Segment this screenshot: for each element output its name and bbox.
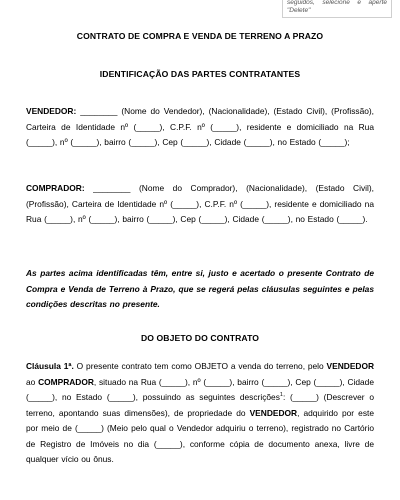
seller-text: ________ (Nome do Vendedor), (Nacionalidade), (Estado Civil), (Profissão), Carteira de Identidade nº (_____), C.P.F. nº (_____), residente e domiciliado na Rua (_____), nº (_____), bairro (_____), Cep (_____), Cidade (_____), no Estado (_____); <box>26 106 374 147</box>
buyer-paragraph <box>26 181 374 228</box>
clause-1-seller: VENDEDOR <box>326 361 375 371</box>
intro-paragraph: As partes acima identificadas têm, entre si, justo e acertado o presente Contrato de Compra e Venda de Terreno à Prazo, que se regerá pelas cláusulas seguintes e pelas condições descritas no presente. <box>26 268 374 309</box>
footnote-marker: 1 <box>279 392 283 399</box>
clause-1-buyer: COMPRADOR <box>38 376 94 387</box>
buyer-text: ________ (Nome do Comprador), (Nacionalidade), (Estado Civil), (Profissão), Carteira de Identidade nº (_____), C.P.F. nº (_____), residente e domiciliado na Rua (_____), nº (_____), bairro (_____), Cep (_____), Cidade (_____), no Estado (_____). <box>26 183 374 224</box>
instruction-note: seguidos, selecione e aperte "Delete" <box>282 0 392 18</box>
clause-1-text-3: , situado na Rua (_____), nº (_____), bairro (_____), Cep (_____), Cidade (_____), no Estado (_____), possuindo as seguintes descrições <box>26 376 374 402</box>
parties-heading: IDENTIFICAÇÃO DAS PARTES CONTRATANTES <box>99 69 301 79</box>
clause-1-text-4: : (_____) (Descrever o terreno, apontando suas dimensões), de propriedade do <box>26 392 375 418</box>
clause-1-seller-2: VENDEDOR <box>249 407 298 418</box>
clause-1-text-1: O presente contrato tem como OBJETO a venda do terreno, pelo <box>73 361 327 371</box>
clause-1-text-5: , adquirido por este por meio de (_____) (Meio pelo qual o Vendedor adquiriu o terreno), registrado no Cartório de Registro de Imóveis no dia (_____), conforme cópia de documento anexa, livre de qualquer vício ou ônus. <box>26 407 374 464</box>
seller-label: VENDEDOR: <box>26 106 77 116</box>
seller-paragraph <box>26 104 374 151</box>
buyer-label: COMPRADOR: <box>26 183 85 193</box>
object-heading: DO OBJETO DO CONTRATO <box>140 333 260 343</box>
clause-1-text-2: ao <box>26 376 39 387</box>
clause-1-label: Cláusula 1ª. <box>26 361 74 371</box>
clause-1-paragraph <box>26 359 374 468</box>
contract-title: CONTRATO DE COMPRA E VENDA DE TERRENO A PRAZO <box>76 31 324 41</box>
